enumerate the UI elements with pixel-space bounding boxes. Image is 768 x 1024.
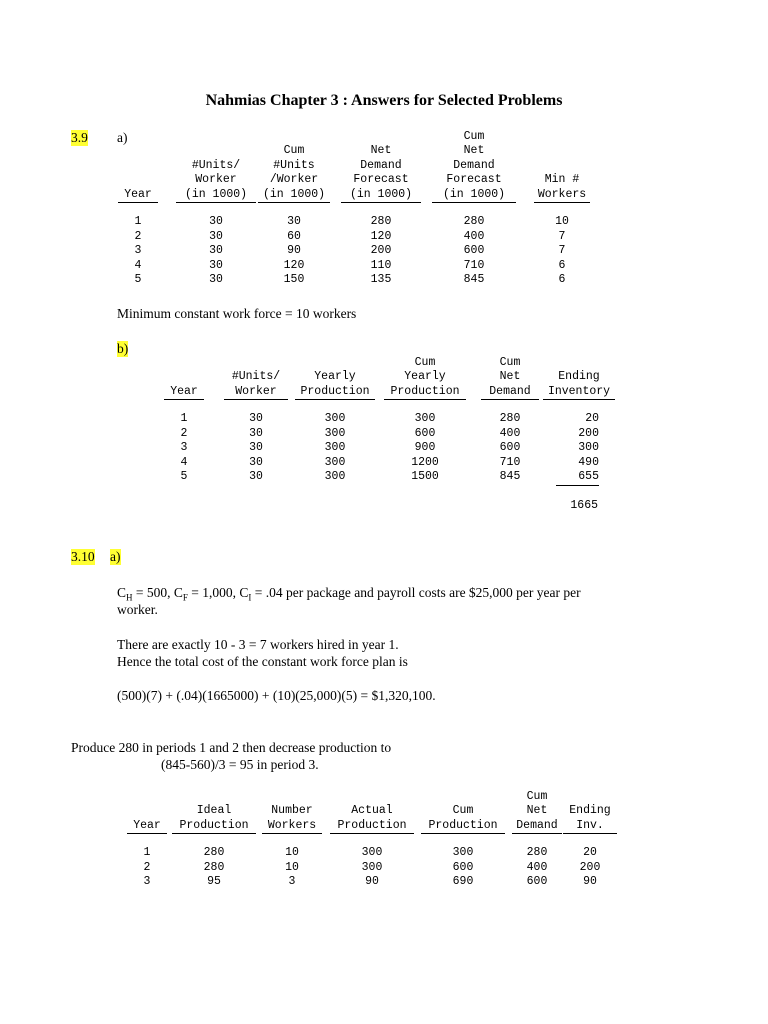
table-cell: 600 [414,426,436,440]
column-header: #Units/ [231,370,281,383]
table-cell: 280 [499,412,521,425]
table-cell: 300 [324,455,346,469]
table-cell: 300 [361,846,383,859]
table-cell: 7 [558,229,566,243]
table-cell: 4 [134,258,142,272]
table-cell: 5 [134,273,142,286]
table-cell: 110 [370,258,392,272]
column-header: Worker [224,385,288,401]
table-cell: 710 [463,258,485,272]
column-header: Min # [544,173,580,186]
table-cell: 90 [365,875,379,888]
table-cell: 300 [414,412,436,425]
part-a-label: a) [117,130,128,145]
table-cell: 90 [287,244,301,257]
column-header: Cum [452,804,474,817]
table-cell: 30 [249,426,263,440]
column-header: Yearly [314,370,356,383]
table-cell: 300 [324,470,346,483]
table-cell: 600 [526,875,548,888]
table-cell: 280 [370,215,392,228]
table-cell: 60 [287,229,301,243]
part-b-label: b) [117,341,129,356]
column-header: Forecast [353,173,409,186]
column-header: (in 1000) [258,188,330,204]
column-header: Cum [463,129,485,143]
table-cell: 20 [585,412,599,425]
column-header: Worker [195,173,237,186]
column-header: #Units [273,158,315,172]
column-header: Net [526,804,548,817]
table-column [172,804,256,890]
table-cell: 1 [180,412,188,425]
column-header: Production [421,819,505,835]
table-cell: 1200 [411,455,439,469]
table-column [118,188,158,288]
table-column [543,370,615,486]
table-cell: 600 [452,860,474,874]
column-header: Net [463,144,485,157]
table-column [224,370,288,485]
column-header: Net [370,144,392,157]
table-cell: 4 [180,455,188,469]
table-cell: 6 [558,273,566,286]
table-cell: 690 [452,875,474,888]
column-header: Cum [526,789,548,803]
cost-parameters-line-2: worker. [117,602,158,617]
column-header: Net [499,370,521,383]
total-cost-intro-text: Hence the total cost of the constant work force plan is [117,654,408,669]
table-column [432,130,516,288]
table-cell: 200 [579,860,601,874]
table-cell: 655 [556,470,599,486]
table-cell: 2 [134,229,142,243]
column-header: Demand [360,158,402,172]
table-cell: 600 [463,244,485,257]
table-column [534,173,590,288]
produce-text-line-1: Produce 280 in periods 1 and 2 then decrease production to [71,740,392,755]
produce-text-line-2: (845-560)/3 = 95 in period 3. [161,757,319,772]
column-header: Cum [414,355,436,369]
table-cell: 10 [555,215,569,228]
table-cell: 30 [209,244,223,257]
table-column [341,144,421,288]
column-header: Inventory [543,385,615,401]
table-cell: 280 [526,846,548,859]
column-header: Demand [481,385,539,401]
table-column [258,144,330,288]
table-cell: 300 [324,441,346,454]
table-cell: 7 [558,244,566,257]
table-cell: 30 [209,258,223,272]
table-column [176,159,256,288]
table-cell: 10 [285,860,299,874]
column-header: /Worker [269,173,319,186]
table-cell: 30 [287,215,301,228]
table-cell: 400 [526,860,548,874]
table-cell: 400 [499,426,521,440]
column-header: Production [384,385,466,401]
table-column [563,804,617,890]
table-cell: 490 [578,455,599,469]
cost-parameters-line: $C_H = 500$, $C_F = 1,000$, $C_I = .04$ per package and payroll costs are $25,000 per year per [117,585,581,603]
table-cell: 710 [499,455,521,469]
table-cell: 280 [463,215,485,228]
column-header: Workers [534,188,590,204]
table-cell: 3 [288,875,296,888]
ending-inventory-total: 1665 [570,499,598,512]
column-header: Forecast [446,173,502,186]
column-header: Production [330,819,414,835]
column-header: Year [164,385,204,401]
table-cell: 845 [463,273,485,286]
problem-number-3-10: 3.10 [71,549,95,564]
table-cell: 300 [324,412,346,425]
table-cell: 30 [249,455,263,469]
problem-number-3-9: 3.9 [71,130,88,145]
column-header: Actual [351,804,393,817]
table-cell: 400 [463,229,485,243]
column-header: Inv. [563,819,617,835]
column-header: Ideal [196,804,232,817]
total-cost-equation: (500)(7) + (.04)(1665000) + (10)(25,000)(5) = $1,320,100. [117,688,436,703]
table-cell: 150 [283,273,305,286]
column-header: Demand [512,819,562,835]
table-cell: 300 [578,441,599,454]
column-header: Number [271,804,313,817]
column-header: (in 1000) [341,188,421,204]
table-cell: 2 [143,860,151,874]
workers-hired-text: There are exactly 10 - 3 = 7 workers hired in year 1. [117,637,399,652]
table-cell: 30 [209,229,223,243]
table-column [330,804,414,890]
table-cell: 600 [499,441,521,454]
table-column [512,790,562,890]
table-cell: 30 [249,441,263,454]
table-cell: 1500 [411,470,439,483]
table-cell: 900 [414,441,436,454]
table-column [164,385,204,485]
table-cell: 300 [452,846,474,859]
column-header: Production [172,819,256,835]
column-header: #Units/ [191,158,241,172]
column-header: Yearly [404,370,446,383]
table-column [127,819,167,890]
page-title: Nahmias Chapter 3 : Answers for Selected Problems [205,92,563,109]
table-cell: 30 [209,215,223,228]
table-cell: 1 [134,215,142,228]
table-cell: 6 [558,258,566,272]
column-header: Ending [558,370,600,383]
table-column [384,356,466,485]
table-column [481,356,539,485]
column-header: Ending [569,804,611,817]
table-cell: 3 [134,244,142,257]
table-column [421,804,505,890]
table-cell: 30 [249,412,263,425]
table-cell: 3 [143,875,151,888]
table-cell: 3 [180,441,188,454]
table-cell: 20 [583,846,597,859]
table-cell: 200 [370,244,392,257]
table-cell: 1 [143,846,151,859]
table-cell: 95 [207,875,221,888]
part-a-label-3-10: a) [110,549,121,564]
table-cell: 30 [249,470,263,483]
table-cell: 30 [209,273,223,286]
table-column [295,370,375,485]
column-header: Year [118,188,158,204]
table-cell: 2 [180,426,188,440]
table-cell: 5 [180,470,188,483]
table-cell: 90 [583,875,597,888]
column-header: Production [295,385,375,401]
table-cell: 200 [578,426,599,440]
table-cell: 300 [361,860,383,874]
column-header: Cum [499,355,521,369]
table-cell: 120 [283,258,305,272]
table-cell: 280 [203,860,225,874]
column-header: Workers [262,819,322,835]
table-cell: 135 [370,273,392,286]
table-cell: 300 [324,426,346,440]
table-cell: 845 [499,470,521,483]
column-header: Cum [283,144,305,157]
column-header: (in 1000) [432,188,516,204]
min-workforce-text: Minimum constant work force = 10 workers [117,306,357,321]
column-header: Year [127,819,167,835]
column-header: (in 1000) [176,188,256,204]
table-cell: 120 [370,229,392,243]
table-cell: 10 [285,846,299,859]
table-column [262,804,322,890]
column-header: Demand [453,158,495,172]
table-cell: 280 [203,846,225,859]
